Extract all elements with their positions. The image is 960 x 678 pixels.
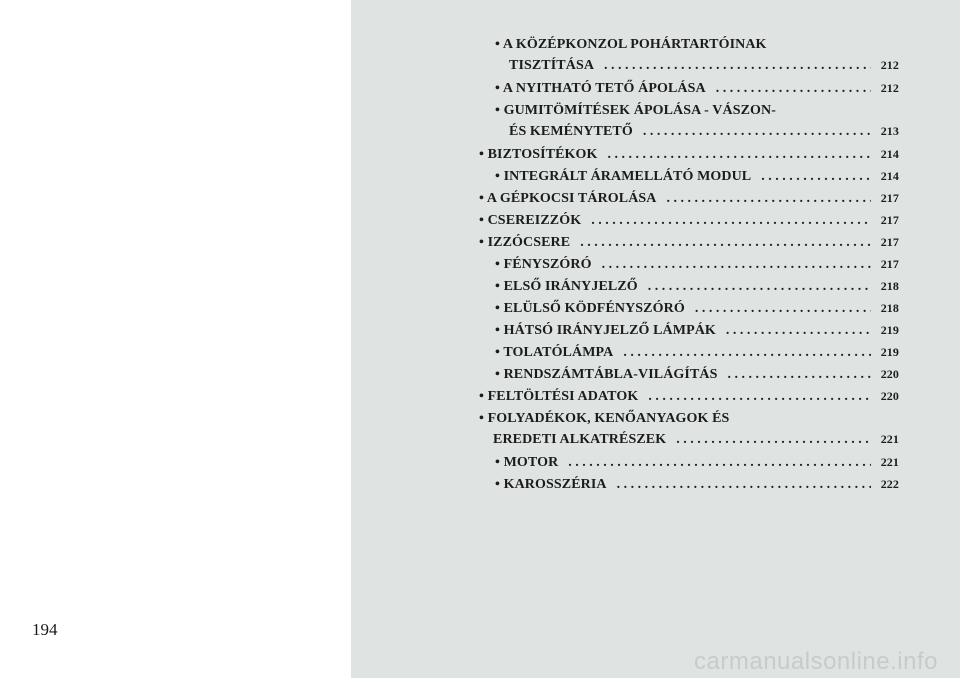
toc-page-number: 214: [880, 147, 899, 161]
page-number: 194: [32, 620, 58, 639]
toc-entry: [479, 364, 899, 385]
toc-entry-title: • CSEREIZZÓK: [479, 213, 582, 228]
toc-entry: [479, 474, 899, 495]
toc-page-number: 217: [880, 191, 899, 205]
toc-entry-title: TISZTÍTÁSA: [509, 58, 595, 73]
toc-page-number: 220: [880, 389, 899, 403]
toc-page-number: 212: [880, 81, 899, 95]
toc-entry: [479, 188, 899, 209]
toc-dot-leader: [657, 188, 871, 209]
toc-dot-leader: [638, 386, 871, 407]
toc-entry-title: • FOLYADÉKOK, KENŐANYAGOK ÉS: [479, 411, 730, 426]
toc-entry-line: [479, 166, 899, 187]
toc-entry: [479, 408, 899, 450]
toc-entry-title: • HÁTSÓ IRÁNYJELZŐ LÁMPÁK: [495, 323, 716, 338]
toc-entry-title: ÉS KEMÉNYTETŐ: [509, 124, 633, 139]
toc-entry-title: • ELSŐ IRÁNYJELZŐ: [495, 279, 638, 294]
toc-entry: [479, 100, 899, 142]
toc-entry-line: [479, 474, 899, 495]
toc-page-number: 212: [880, 58, 899, 72]
toc-page-number: 221: [880, 455, 899, 469]
toc-dot-leader: [751, 166, 871, 187]
toc-entry-line: [479, 188, 899, 209]
watermark: carmanualsonline.info: [694, 648, 938, 675]
toc-entry-title: • TOLATÓLÁMPA: [495, 345, 614, 360]
toc-entry-line: [479, 34, 899, 55]
toc-entry-title: • A KÖZÉPKONZOL POHÁRTARTÓINAK: [495, 37, 767, 52]
toc-entry-line: [479, 144, 899, 165]
toc-entry-line: [479, 408, 899, 429]
toc-dot-leader: [685, 298, 871, 319]
toc-dot-leader: [638, 276, 871, 297]
toc-page-number: 221: [880, 432, 899, 446]
toc-entry-line: [479, 452, 899, 473]
toc-dot-leader: [716, 320, 871, 341]
toc-entry-line: [479, 386, 899, 407]
left-page: [0, 0, 351, 678]
toc-entry-line: [479, 342, 899, 363]
toc-entry-title: • GUMITÖMÍTÉSEK ÁPOLÁSA - VÁSZON-: [495, 103, 776, 118]
toc-entry-title: • ELÜLSŐ KÖDFÉNYSZÓRÓ: [495, 301, 685, 316]
toc-page-number: 217: [880, 235, 899, 249]
toc-dot-leader: [570, 232, 871, 253]
toc-entry: [479, 320, 899, 341]
toc-dot-leader: [666, 429, 871, 450]
toc-page-number: 213: [880, 124, 899, 138]
toc-entry-line: [479, 100, 899, 121]
toc-entry-line: [479, 55, 899, 76]
toc-entry: [479, 452, 899, 473]
toc-entry-line: [479, 210, 899, 231]
toc-dot-leader: [607, 474, 871, 495]
toc-entry-title: • BIZTOSÍTÉKOK: [479, 147, 598, 162]
toc-entry: [479, 166, 899, 187]
toc-page-number: 219: [880, 345, 899, 359]
toc-entry-line: [479, 320, 899, 341]
toc-page-number: 219: [880, 323, 899, 337]
toc-entry-line: [479, 232, 899, 253]
toc-entry-title: • INTEGRÁLT ÁRAMELLÁTÓ MODUL: [495, 169, 752, 184]
toc-entry: [479, 78, 899, 99]
toc-entry: [479, 276, 899, 297]
toc-entry-line: [479, 78, 899, 99]
toc-entry-line: [479, 298, 899, 319]
toc-entry: [479, 254, 899, 275]
toc-entry: [479, 342, 899, 363]
toc-entry: [479, 298, 899, 319]
toc-entry: [479, 386, 899, 407]
toc-dot-leader: [558, 452, 871, 473]
toc-entry-title: EREDETI ALKATRÉSZEK: [493, 432, 667, 447]
toc-page-number: 220: [880, 367, 899, 381]
toc-dot-leader: [594, 55, 871, 76]
toc-entry-title: • IZZÓCSERE: [479, 235, 571, 250]
toc-entry: [479, 210, 899, 231]
toc-entry-line: [479, 121, 899, 142]
toc-dot-leader: [592, 254, 871, 275]
toc-entry-title: • KAROSSZÉRIA: [495, 477, 607, 492]
toc-entry-title: • A GÉPKOCSI TÁROLÁSA: [479, 191, 657, 206]
toc-entry-title: • RENDSZÁMTÁBLA-VILÁGÍTÁS: [495, 367, 718, 382]
toc-entry: [479, 144, 899, 165]
toc-dot-leader: [718, 364, 872, 385]
toc-dot-leader: [613, 342, 871, 363]
toc-entry-line: [479, 429, 899, 450]
toc-page-number: 217: [880, 213, 899, 227]
toc-dot-leader: [633, 121, 871, 142]
toc-entry: [479, 232, 899, 253]
toc-page-number: 214: [880, 169, 899, 183]
toc-entry: [479, 34, 899, 76]
toc-page-number: 222: [880, 477, 899, 491]
toc-entry-line: [479, 276, 899, 297]
toc-entry-line: [479, 364, 899, 385]
toc-page-number: 218: [880, 301, 899, 315]
toc-entry-title: • A NYITHATÓ TETŐ ÁPOLÁSA: [495, 81, 706, 96]
toc-page-number: 218: [880, 279, 899, 293]
toc-dot-leader: [581, 210, 871, 231]
toc-entry-title: • MOTOR: [495, 455, 559, 470]
toc-entry-line: [479, 254, 899, 275]
toc-dot-leader: [597, 144, 871, 165]
toc-entry-title: • FÉNYSZÓRÓ: [495, 257, 592, 272]
toc-dot-leader: [706, 78, 871, 99]
toc-entry-title: • FELTÖLTÉSI ADATOK: [479, 389, 639, 404]
toc-page-number: 217: [880, 257, 899, 271]
